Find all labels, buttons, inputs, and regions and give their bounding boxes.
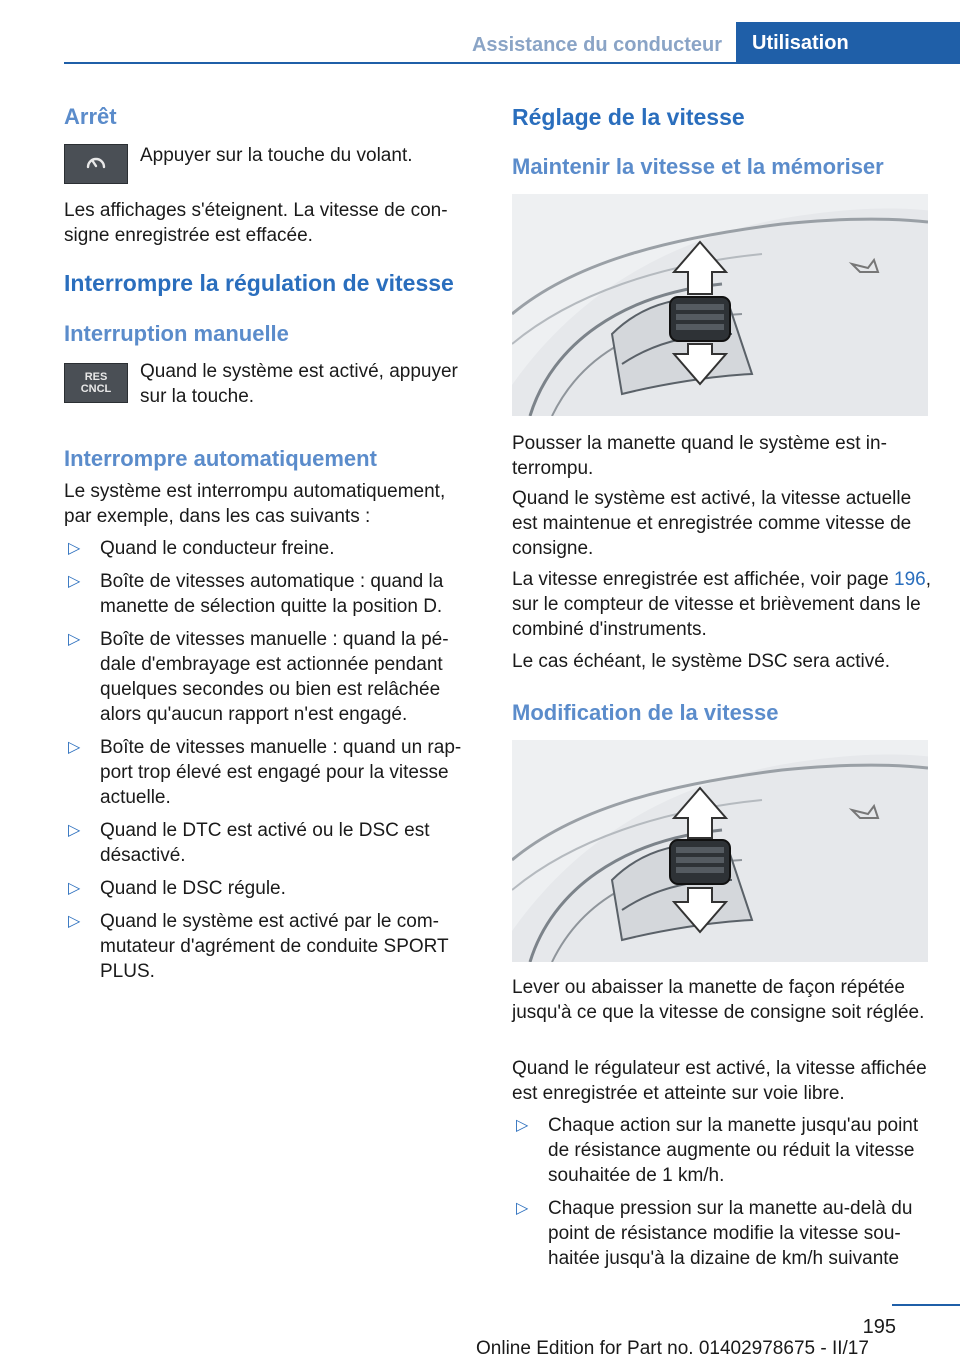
auto-heading: Interrompre automatiquement [64, 446, 377, 471]
auto-bullet-list [64, 536, 476, 984]
maintenir-p2: Quand le système est activé, la vitesse actuelle est maintenue et enregistrée comme vitesse de consigne. [512, 488, 912, 559]
maintenir-p3 [512, 567, 932, 642]
p3-text-a: La vitesse enregistrée est affichée, voir page [512, 569, 894, 590]
manuelle-heading: Interruption manuelle [64, 321, 289, 346]
res-cncl-button-icon [64, 363, 128, 403]
arret-instruction: Appuyer sur la touche du volant. [140, 145, 413, 166]
interrompre-heading: Interrompre la régulation de vitesse [64, 270, 454, 296]
bullet-arrow-icon: ▷ [68, 822, 81, 839]
list-item: ▷ Boîte de vitesses manuelle : quand la pédale d'embrayage est actionnée pendant quelques secondes ou bien est relâchée alors qu'aucun rapport n'est engagé. [68, 629, 449, 725]
modification-p5: Lever ou abaisser la manette de façon répétée jusqu'à ce que la vitesse de consigne soit réglée. [512, 977, 925, 1023]
arret-heading: Arrêt [64, 104, 117, 129]
list-item: ▷ Quand le conducteur freine. [68, 538, 335, 559]
cruise-control-off-icon [64, 144, 128, 184]
bullet-arrow-icon: ▷ [68, 573, 81, 590]
modification-p6: Quand le régulateur est activé, la vitesse affichée est enregistrée et atteinte sur voie libre. [512, 1058, 927, 1104]
p3-text-b: , sur le compteur de vitesse et brièvement dans le combiné d'instruments. [512, 569, 931, 640]
footer-divider [892, 1304, 960, 1306]
bullet-arrow-icon: ▷ [516, 1117, 529, 1134]
modification-bullet-list [512, 1113, 932, 1271]
list-item: ▷ Chaque action sur la manette jusqu'au point de résistance augmente ou réduit la vitesse souhaitée de 1 km/h. [516, 1115, 919, 1186]
header-section-title: Assistance du conducteur [471, 34, 722, 56]
steering-wheel-lever-illustration-2 [512, 740, 928, 962]
manuelle-text: Quand le système est activé, appuyer sur la touche. [140, 361, 458, 407]
res-label: RES [84, 371, 108, 383]
cncl-label: CNCL [80, 383, 112, 395]
list-item: ▷ Quand le système est activé par le commutateur d'agrément de conduite SPORT PLUS. [68, 911, 449, 982]
maintenir-p4: Le cas échéant, le système DSC sera activé. [512, 651, 891, 672]
page-ref-link[interactable]: 196 [894, 569, 926, 590]
footer-edition: Online Edition for Part no. 01402978675 - II/17 [476, 1338, 869, 1359]
bullet-arrow-icon: ▷ [68, 739, 81, 756]
maintenir-p1: Pousser la manette quand le système est interrompu. [512, 433, 887, 479]
page-number: 195 [862, 1316, 896, 1338]
bullet-arrow-icon: ▷ [68, 631, 81, 648]
list-item: ▷ Boîte de vitesses automatique : quand la manette de sélection quitte la position D. [68, 571, 444, 617]
modification-heading: Modification de la vitesse [512, 700, 779, 725]
bullet-arrow-icon: ▷ [68, 913, 81, 930]
auto-intro: Le système est interrompu automatiquement, par exemple, dans les cas suivants : [64, 481, 446, 527]
bullet-arrow-icon: ▷ [68, 880, 81, 897]
list-item: ▷ Boîte de vitesses manuelle : quand un rapport trop élevé est engagé pour la vitesse actuelle. [68, 737, 462, 808]
list-item: ▷ Quand le DSC régule. [68, 878, 286, 899]
reglage-heading: Réglage de la vitesse [512, 104, 745, 130]
bullet-arrow-icon: ▷ [516, 1200, 529, 1217]
list-item: ▷ Quand le DTC est activé ou le DSC est désactivé. [68, 820, 430, 866]
list-item: ▷ Chaque pression sur la manette au-delà du point de résistance modifie la vitesse souhaitée jusqu'à la dizaine de km/h suivante [516, 1198, 913, 1269]
maintenir-heading: Maintenir la vitesse et la mémoriser [512, 154, 884, 179]
arret-paragraph: Les affichages s'éteignent. La vitesse de consigne enregistrée est effacée. [64, 200, 448, 246]
bullet-arrow-icon: ▷ [68, 540, 81, 557]
header-tab-utilisation[interactable]: Utilisation [736, 22, 960, 64]
steering-wheel-lever-illustration-1 [512, 194, 928, 416]
header-divider [64, 62, 960, 64]
